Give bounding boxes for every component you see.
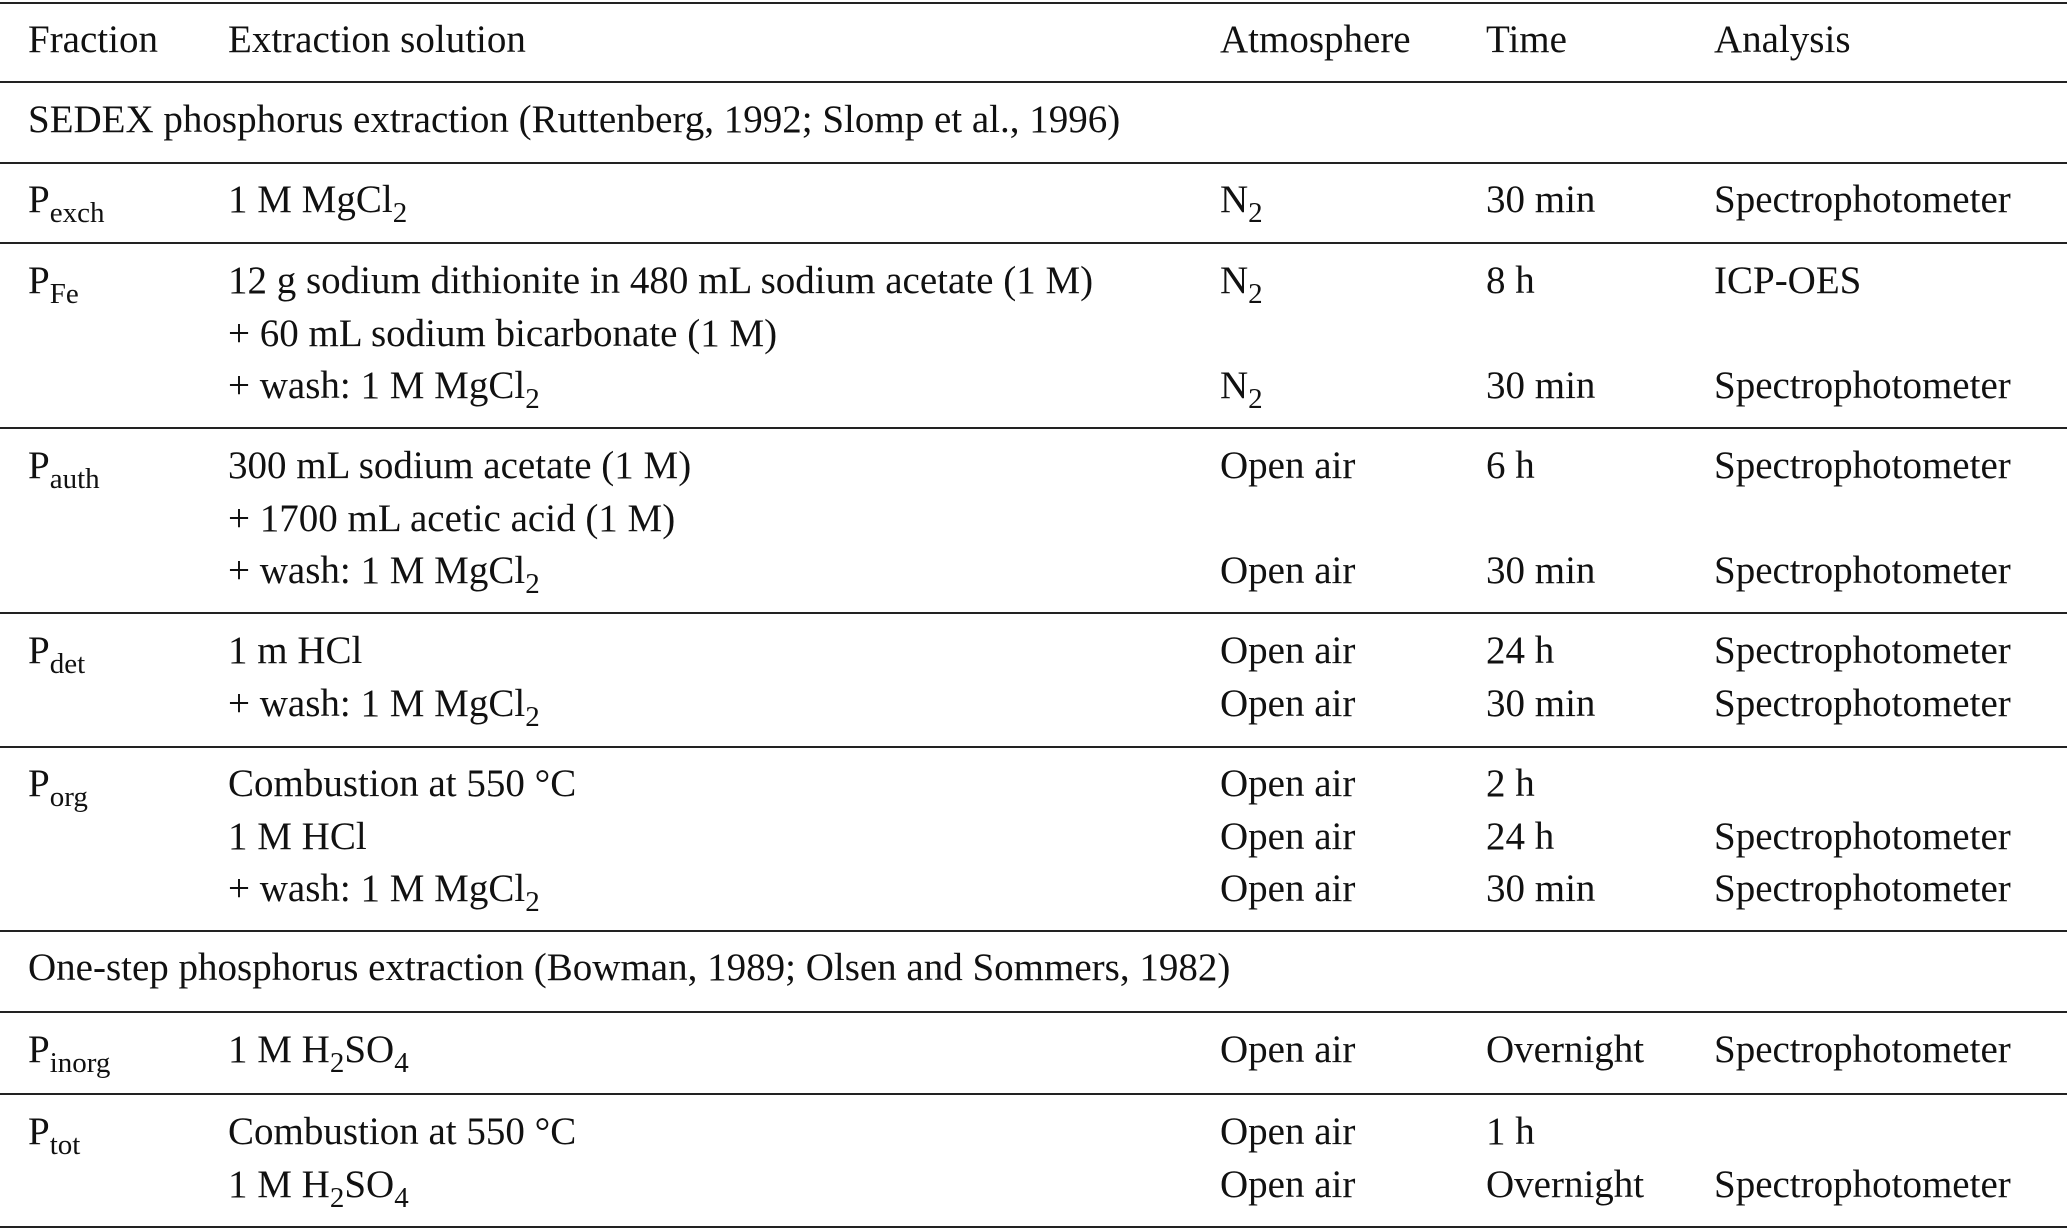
text-run: SO [344,1028,395,1071]
rule-group-3 [0,612,2067,614]
text-run: 1 M H [228,1028,330,1071]
text-run: Open air [1220,629,1356,672]
text-run: Open air [1220,1028,1356,1071]
subscript: 2 [329,1181,345,1214]
subscript: 2 [1248,383,1263,415]
fraction-label [28,440,100,495]
subscript: 2 [525,383,540,415]
fraction-subscript: tot [49,1129,81,1161]
text-run: + wash: 1 M MgCl [228,364,526,407]
time-cell: Overnight [1486,1028,1645,1071]
analysis-cell: Spectrophotometer [1714,629,2011,672]
header-fraction: Fraction [28,18,158,61]
extraction-solution-cell [228,811,367,863]
fraction-label [28,1106,80,1161]
atmosphere-cell [1220,625,1355,677]
extraction-solution-cell [228,493,675,545]
analysis-cell: ICP-OES [1714,259,1862,302]
fraction-symbol: P [28,259,50,302]
extraction-solution-cell [228,625,362,677]
fraction-subscript: auth [49,463,100,495]
text-run: Open air [1220,867,1356,910]
time-cell: 2 h [1486,762,1535,805]
text-run: Open air [1220,1110,1356,1153]
atmosphere-cell [1220,1024,1355,1076]
fraction-symbol: P [28,629,50,672]
text-run: SO [344,1162,395,1206]
rule-group-1 [0,242,2067,244]
analysis-cell: Spectrophotometer [1714,549,2011,592]
fraction-label [28,625,85,680]
analysis-cell: Spectrophotometer [1714,178,2011,221]
time-cell: 8 h [1486,259,1535,302]
text-run: Open air [1220,444,1356,487]
atmosphere-cell [1220,440,1355,492]
extraction-solution-cell [228,174,407,229]
analysis-cell: Spectrophotometer [1714,814,2011,858]
time-cell: 30 min [1486,681,1596,725]
text-run: Open air [1220,681,1356,725]
analysis-cell: Spectrophotometer [1714,1162,2011,1206]
text-run: Combustion at 550 °C [228,762,577,805]
fraction-symbol: P [28,1110,50,1153]
extraction-solution-cell [228,678,540,733]
extraction-solution-cell [228,1024,409,1079]
time-cell: 1 h [1486,1110,1535,1153]
atmosphere-cell [1220,863,1355,915]
analysis-cell: Spectrophotometer [1714,681,2011,725]
analysis-cell: Spectrophotometer [1714,867,2011,910]
text-run: Open air [1220,814,1356,858]
text-run: + wash: 1 M MgCl [228,867,526,910]
subscript: 2 [329,1047,345,1079]
fraction-subscript: det [49,648,86,680]
fraction-subscript: org [49,781,88,813]
fraction-label [28,758,88,813]
extraction-solution-cell [228,440,691,492]
time-cell: 30 min [1486,178,1596,221]
fraction-symbol: P [28,444,50,487]
subscript: 2 [392,197,408,229]
extraction-solution-cell [228,545,540,600]
text-run: N [1220,178,1249,221]
time-cell: 24 h [1486,814,1555,858]
text-run: N [1220,259,1249,302]
fraction-label [28,255,79,310]
subscript: 2 [525,700,540,733]
subscript: 2 [525,886,540,918]
atmosphere-cell [1220,255,1263,310]
rule-group-6 [0,1093,2067,1095]
extraction-solution-cell [228,758,576,810]
extraction-solution-cell [228,360,540,415]
extraction-solution-cell [228,863,540,918]
subscript: 4 [394,1047,409,1079]
fraction-label [28,174,104,229]
extraction-solution-cell [228,1106,576,1158]
header-extraction-solution: Extraction solution [228,18,526,61]
atmosphere-cell [1220,678,1355,730]
subscript: 2 [525,568,540,600]
fraction-symbol: P [28,178,50,221]
text-run: 12 g sodium dithionite in 480 mL sodium acetate (1 M) [228,259,1094,302]
atmosphere-cell [1220,1106,1355,1158]
analysis-cell: Spectrophotometer [1714,444,2011,487]
time-cell: 6 h [1486,444,1535,487]
subscript: 2 [1248,197,1263,229]
fraction-subscript: exch [49,197,105,229]
text-run: 1 M HCl [228,814,367,858]
extraction-solution-cell [228,1159,409,1214]
atmosphere-cell [1220,360,1263,415]
header-atmosphere: Atmosphere [1220,18,1411,61]
atmosphere-cell [1220,174,1263,229]
subscript: 2 [1248,278,1263,310]
rule-section-sedex [0,162,2067,164]
text-run: + 1700 mL acetic acid (1 M) [228,496,676,540]
text-run: Open air [1220,1162,1356,1206]
section-title-one-step: One-step phosphorus extraction (Bowman, 1989; Olsen and Sommers, 1982) [28,946,1231,989]
rule-group-2 [0,427,2067,429]
fraction-symbol: P [28,762,50,805]
text-run: 1 m HCl [228,629,363,672]
text-run: Open air [1220,762,1356,805]
text-run: 1 M H [228,1162,330,1206]
text-run: 300 mL sodium acetate (1 M) [228,444,692,487]
subscript: 4 [394,1181,409,1214]
atmosphere-cell [1220,545,1355,597]
fraction-subscript: inorg [49,1047,111,1079]
atmosphere-cell [1220,758,1355,810]
time-cell: 30 min [1486,867,1596,910]
analysis-cell: Spectrophotometer [1714,364,2011,407]
header-analysis: Analysis [1714,18,1851,61]
rule-group-5 [0,930,2067,932]
time-cell: 30 min [1486,549,1596,592]
atmosphere-cell [1220,811,1355,863]
rule-group-4 [0,746,2067,748]
text-run: + wash: 1 M MgCl [228,681,526,725]
text-run: Combustion at 550 °C [228,1110,577,1153]
extraction-solution-cell [228,255,1093,307]
rule-bottom [0,1226,2067,1228]
fraction-subscript: Fe [49,278,79,310]
text-run: + 60 mL sodium bicarbonate (1 M) [228,311,778,355]
text-run: N [1220,364,1249,407]
time-cell: Overnight [1486,1162,1645,1206]
time-cell: 24 h [1486,629,1555,672]
atmosphere-cell [1220,1159,1355,1211]
rule-header-bottom [0,81,2067,83]
section-title-sedex: SEDEX phosphorus extraction (Ruttenberg, 1992; Slomp et al., 1996) [28,98,1121,141]
rule-top [0,2,2067,4]
extraction-solution-cell [228,308,777,360]
time-cell: 30 min [1486,364,1596,407]
text-run: + wash: 1 M MgCl [228,549,526,592]
fraction-symbol: P [28,1028,50,1071]
rule-section-one-step [0,1011,2067,1013]
text-run: Open air [1220,549,1356,592]
text-run: 1 M MgCl [228,178,393,221]
header-time: Time [1486,18,1567,61]
fraction-label [28,1024,110,1079]
analysis-cell: Spectrophotometer [1714,1028,2011,1071]
